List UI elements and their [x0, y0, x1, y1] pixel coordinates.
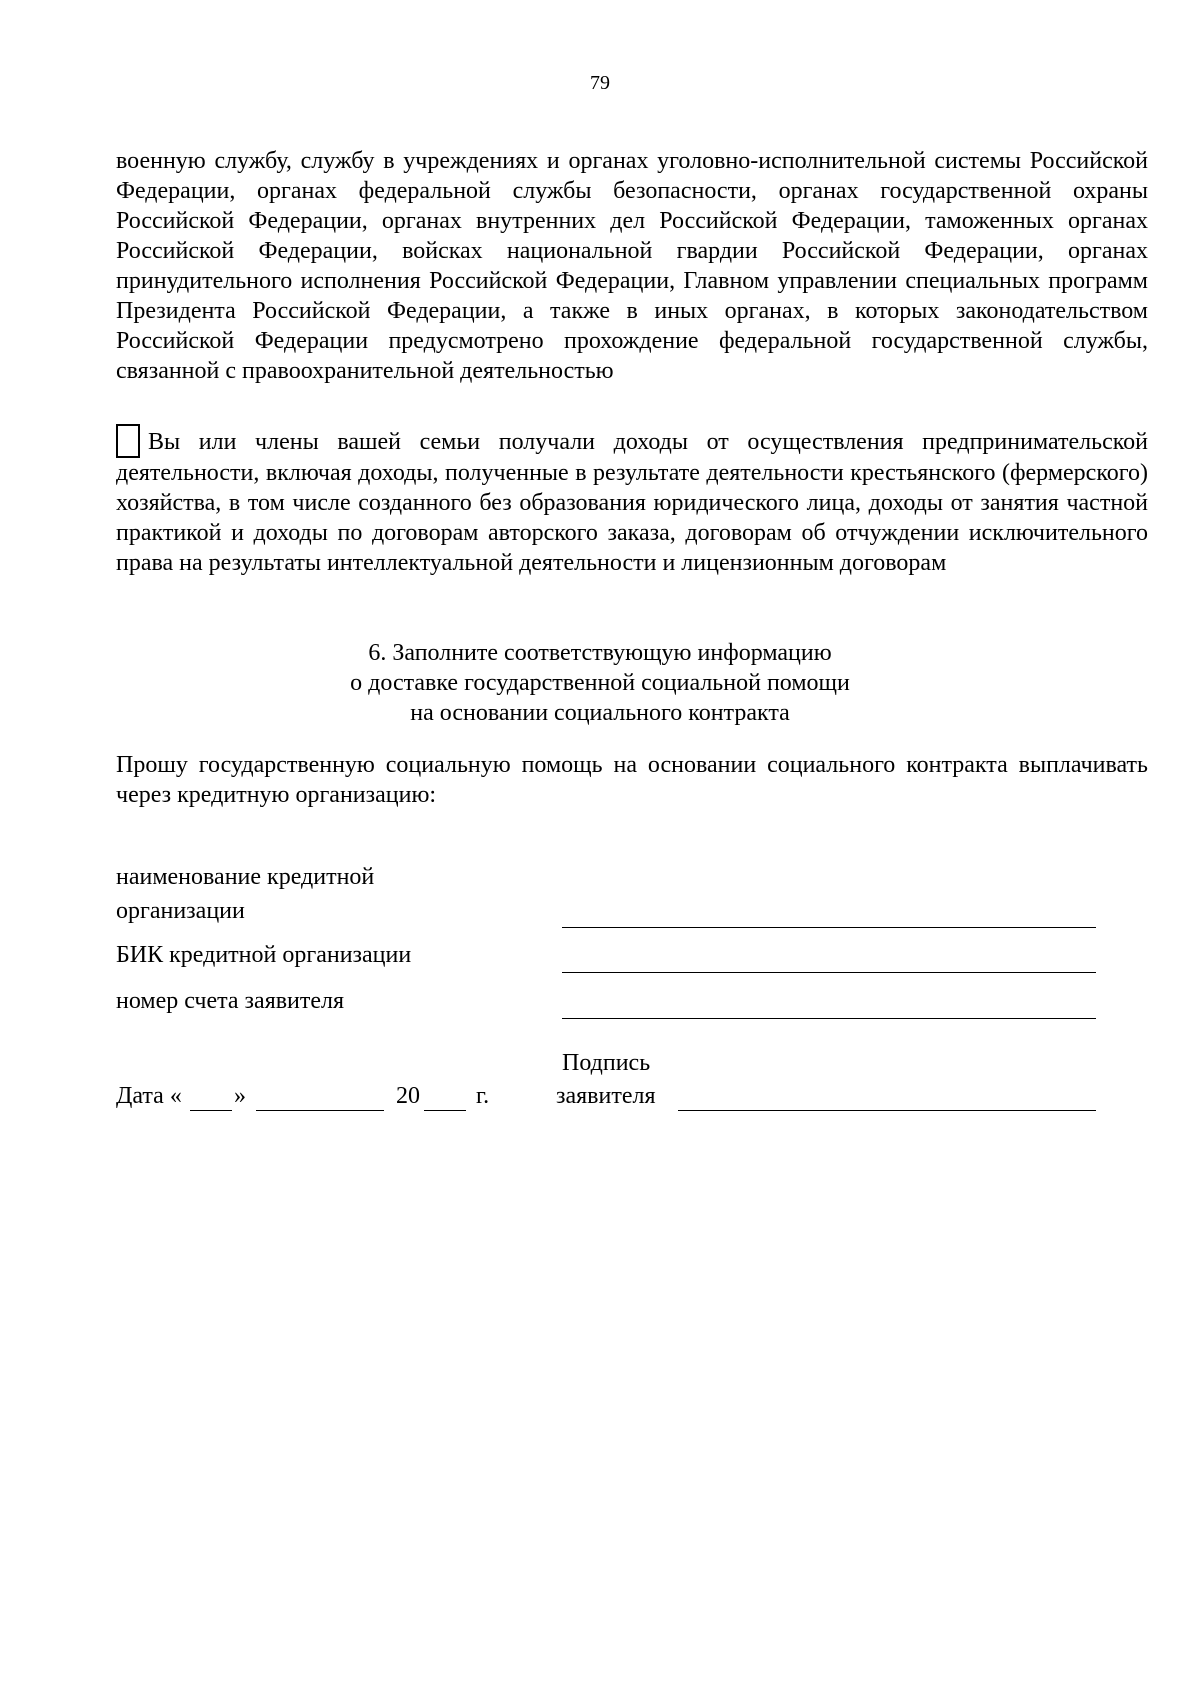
section-heading-line-3: на основании социального контракта — [410, 700, 790, 726]
signature-label-line-1: Подпись — [562, 1050, 651, 1076]
section-heading — [0, 638, 1200, 728]
bik-input-line[interactable] — [562, 972, 1096, 973]
income-checkbox[interactable] — [116, 424, 140, 458]
section-heading-line-1: 6. Заполните соответствующую информацию — [368, 640, 832, 666]
income-question-text: Вы или члены вашей семьи получали доходы от осуществления предпринимательской деятельности, включая доходы, полученные в результате деятельности крестьянского (фермерского) хозяйства, в том числе созданного без образования юридического лица, доходы от занятия частной практикой и доходы по договорам авторского заказа, договорам об отчуждении исключительного права на результаты интеллектуальной деятельности и лицензионным договорам — [116, 429, 1148, 576]
account-input-line[interactable] — [562, 1018, 1096, 1019]
page-number: 79 — [590, 72, 610, 94]
date-year-line[interactable] — [424, 1110, 466, 1111]
service-paragraph: военную службу, службу в учреждениях и органах уголовно-исполнительной системы Российской Федерации, органах федеральной службы безопасности, органах государственной охраны Российской Федерации, органах внутренних дел Российской Федерации, таможенных органах Российской Федерации, войсках национальной гвардии Российской Федерации, органах принудительного исполнения Российской Федерации, Главном управлении специальных программ Президента Российской Федерации, а также в иных органах, в которых законодательством Российской Федерации предусмотрено прохождение федеральной государственной службы, связанной с правоохранительной деятельностью — [116, 148, 1148, 384]
account-label: номер счета заявителя — [116, 988, 345, 1014]
signature-label-line-2: заявителя — [556, 1083, 656, 1109]
bank-name-label — [116, 860, 374, 928]
section-heading-line-2: о доставке государственной социальной помощи — [350, 670, 850, 696]
date-month-line[interactable] — [256, 1110, 384, 1111]
signature-line[interactable] — [678, 1110, 1096, 1111]
bank-name-label-line-2: организации — [116, 898, 245, 924]
bank-name-input-line[interactable] — [562, 927, 1096, 928]
date-close-quote: » — [234, 1083, 246, 1109]
date-day-line[interactable] — [190, 1110, 232, 1111]
bik-label: БИК кредитной организации — [116, 942, 412, 968]
bank-name-label-line-1: наименование кредитной — [116, 864, 375, 890]
year-suffix: г. — [476, 1083, 490, 1109]
income-question — [116, 424, 1148, 578]
date-label: Дата « — [116, 1083, 182, 1109]
year-prefix: 20 — [396, 1083, 420, 1109]
request-text: Прошу государственную социальную помощь на основании социального контракта выплачивать через кредитную организацию: — [116, 752, 1148, 808]
